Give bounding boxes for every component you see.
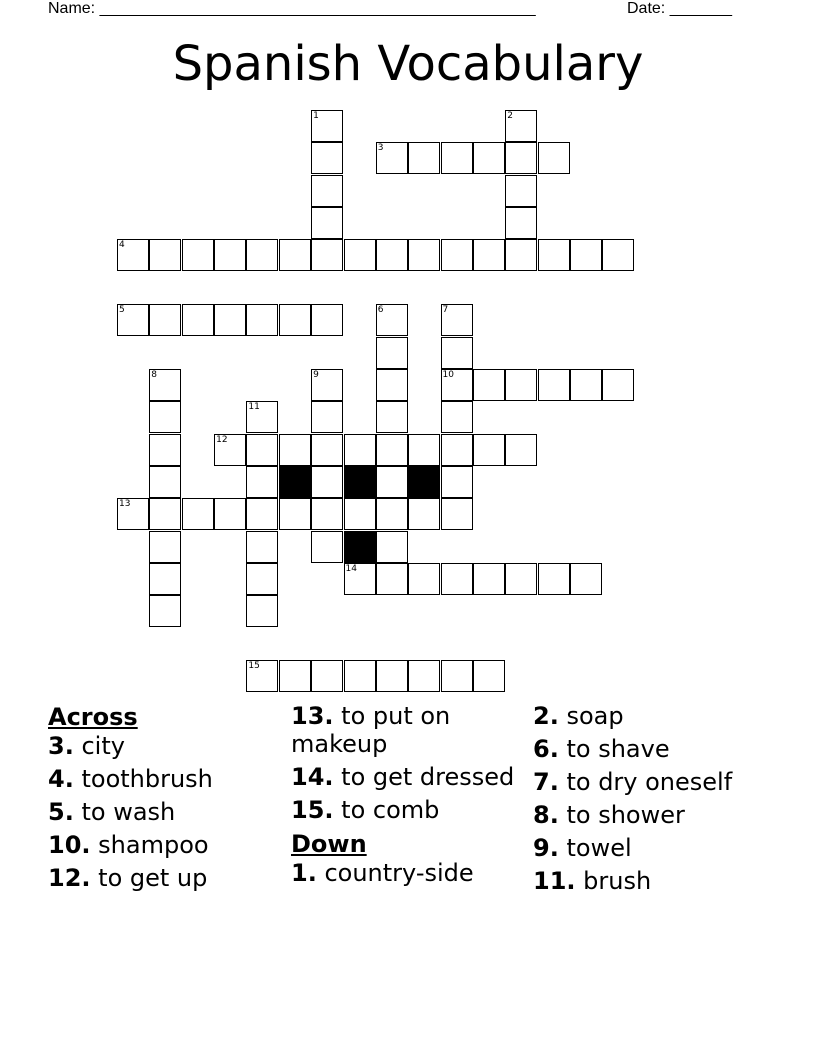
crossword-cell[interactable]	[408, 563, 440, 595]
clue-number: 14.	[291, 763, 334, 791]
clue-number-label: 14	[345, 563, 357, 574]
clue-number-label: 15	[248, 661, 260, 671]
crossword-cell[interactable]	[311, 142, 343, 174]
crossword-cell[interactable]	[246, 531, 278, 563]
crossword-cell[interactable]	[117, 239, 149, 271]
clue-number: 5.	[48, 798, 74, 826]
crossword-cell[interactable]	[505, 175, 537, 207]
clue-down-11	[533, 867, 773, 895]
crossword-cell[interactable]	[473, 563, 505, 595]
crossword-cell[interactable]	[505, 142, 537, 174]
crossword-cell[interactable]	[441, 660, 473, 692]
crossword-cell[interactable]	[570, 369, 602, 401]
crossword-cell[interactable]	[441, 369, 473, 401]
crossword-cell[interactable]	[376, 369, 408, 401]
crossword-cell[interactable]	[408, 660, 440, 692]
crossword-cell[interactable]	[246, 401, 278, 433]
clue-down-1	[291, 859, 523, 887]
clue-text: soap	[566, 702, 624, 730]
crossword-cell[interactable]	[279, 304, 311, 336]
crossword-cell[interactable]	[311, 498, 343, 530]
crossword-cell[interactable]	[505, 110, 537, 142]
crossword-cell[interactable]	[538, 239, 570, 271]
crossword-cell[interactable]	[311, 434, 343, 466]
crossword-cell[interactable]	[441, 337, 473, 369]
crossword-cell[interactable]	[602, 239, 634, 271]
crossword-cell[interactable]	[311, 304, 343, 336]
crossword-cell[interactable]	[441, 563, 473, 595]
clue-text: brush	[583, 867, 652, 895]
clue-number-label: 6	[377, 305, 384, 316]
clues-column-3	[533, 702, 773, 900]
clue-down-2	[533, 702, 773, 730]
crossword-cell[interactable]	[376, 563, 408, 595]
clues-column-2	[291, 702, 523, 892]
clue-number: 7.	[533, 768, 559, 796]
clue-number: 10.	[48, 831, 91, 859]
clue-number-label: 4	[119, 240, 125, 251]
clue-number: 12.	[48, 864, 91, 892]
crossword-cell[interactable]	[246, 563, 278, 595]
crossword-cell[interactable]	[182, 498, 214, 530]
crossword-cell[interactable]	[602, 369, 634, 401]
clue-text: to get up	[98, 864, 208, 892]
crossword-cell[interactable]	[246, 595, 278, 627]
crossword-cell[interactable]	[376, 531, 408, 563]
crossword-cell[interactable]	[441, 498, 473, 530]
clue-text: to wash	[81, 798, 176, 826]
crossword-cell[interactable]	[376, 401, 408, 433]
clue-number-label: 1	[313, 111, 319, 121]
crossword-cell[interactable]	[505, 563, 537, 595]
clue-number-label: 13	[119, 499, 131, 510]
crossword-cell[interactable]	[344, 660, 376, 692]
crossword-cell[interactable]	[117, 498, 149, 530]
crossword-cell[interactable]	[408, 142, 440, 174]
down-heading: Down	[291, 830, 367, 858]
clue-number: 15.	[291, 796, 334, 824]
crossword-cell[interactable]	[344, 498, 376, 530]
crossword-cell[interactable]	[311, 466, 343, 498]
crossword-cell[interactable]	[311, 401, 343, 433]
crossword-cell[interactable]	[538, 142, 570, 174]
crossword-cell[interactable]	[311, 175, 343, 207]
clue-text: to dry oneself	[566, 768, 733, 796]
crossword-cell[interactable]	[246, 466, 278, 498]
crossword-cell[interactable]	[149, 434, 181, 466]
crossword-cell[interactable]	[246, 498, 278, 530]
clue-number-label: 8	[151, 369, 158, 380]
crossword-cell[interactable]	[344, 563, 376, 595]
crossword-cell[interactable]	[149, 239, 181, 271]
crossword-cell[interactable]	[149, 401, 181, 433]
crossword-cell[interactable]	[473, 434, 505, 466]
clue-across-15	[291, 796, 523, 824]
clue-text: to get dressed	[341, 763, 515, 791]
clue-across-3	[48, 732, 278, 760]
crossword-cell[interactable]	[246, 239, 278, 271]
crossword-cell[interactable]	[538, 563, 570, 595]
crossword-cell[interactable]	[408, 239, 440, 271]
crossword-cell[interactable]	[311, 207, 343, 239]
crossword-cell[interactable]	[246, 660, 278, 692]
crossword-cell[interactable]	[538, 369, 570, 401]
crossword-cell[interactable]	[279, 434, 311, 466]
crossword-cell[interactable]	[182, 239, 214, 271]
crossword-cell[interactable]	[441, 142, 473, 174]
crossword-cell[interactable]	[149, 563, 181, 595]
clue-number-label: 11	[248, 402, 260, 413]
clue-text: to put on makeup	[291, 702, 451, 758]
crossword-cell[interactable]	[149, 304, 181, 336]
crossword-cell[interactable]	[344, 434, 376, 466]
crossword-cell[interactable]	[311, 239, 343, 271]
clue-number-label: 10	[442, 369, 454, 380]
clue-text: city	[81, 732, 125, 760]
clue-number: 6.	[533, 735, 559, 763]
crossword-cell[interactable]	[376, 498, 408, 530]
clue-across-5	[48, 798, 278, 826]
crossword-cell[interactable]	[376, 337, 408, 369]
date-field-label[interactable]: Date: _______	[627, 0, 732, 17]
clue-number: 1.	[291, 859, 317, 887]
clue-text: to shower	[566, 801, 685, 829]
crossword-cell[interactable]	[505, 239, 537, 271]
crossword-cell[interactable]	[149, 466, 181, 498]
crossword-cell[interactable]	[214, 304, 246, 336]
crossword-cell[interactable]	[473, 239, 505, 271]
clue-text: towel	[566, 834, 632, 862]
crossword-cell[interactable]	[149, 531, 181, 563]
clue-number: 3.	[48, 732, 74, 760]
clue-number-label: 7	[442, 305, 449, 316]
clue-across-14	[291, 763, 523, 791]
clue-across-12	[48, 864, 278, 892]
clue-text: to comb	[341, 796, 440, 824]
crossword-cell[interactable]	[311, 110, 343, 142]
crossword-cell[interactable]	[149, 498, 181, 530]
clue-across-4	[48, 765, 278, 793]
crossword-cell[interactable]	[279, 239, 311, 271]
clue-number-label: 2	[507, 111, 513, 121]
name-field-label[interactable]: Name: _________________________________________________	[48, 0, 536, 17]
crossword-cell[interactable]	[376, 304, 408, 336]
clue-down-9	[533, 834, 773, 862]
crossword-cell[interactable]	[473, 660, 505, 692]
crossword-cell[interactable]	[376, 142, 408, 174]
crossword-cell[interactable]	[117, 304, 149, 336]
crossword-cell[interactable]	[408, 498, 440, 530]
across-heading: Across	[48, 703, 138, 731]
clue-number-label: 3	[377, 143, 384, 154]
black-square	[344, 466, 376, 498]
crossword-cell[interactable]	[182, 304, 214, 336]
clue-down-7	[533, 768, 773, 796]
crossword-cell[interactable]	[149, 369, 181, 401]
clue-down-8	[533, 801, 773, 829]
clue-across-13	[291, 702, 523, 758]
crossword-cell[interactable]	[441, 466, 473, 498]
clue-text: country-side	[324, 859, 474, 887]
crossword-cell[interactable]	[505, 369, 537, 401]
black-square	[344, 531, 376, 563]
crossword-cell[interactable]	[214, 239, 246, 271]
crossword-cell[interactable]	[279, 498, 311, 530]
crossword-cell[interactable]	[441, 401, 473, 433]
clues-column-1	[48, 702, 278, 897]
crossword-cell[interactable]	[344, 239, 376, 271]
crossword-cell[interactable]	[570, 239, 602, 271]
clue-text: shampoo	[98, 831, 209, 859]
crossword-cell[interactable]	[311, 660, 343, 692]
crossword-cell[interactable]	[408, 434, 440, 466]
crossword-cell[interactable]	[376, 660, 408, 692]
clue-number: 11.	[533, 867, 576, 895]
crossword-cell[interactable]	[279, 660, 311, 692]
crossword-cell[interactable]	[214, 434, 246, 466]
crossword-cell[interactable]	[473, 142, 505, 174]
black-square	[408, 466, 440, 498]
clue-number: 2.	[533, 702, 559, 730]
clue-number: 9.	[533, 834, 559, 862]
clue-text: to shave	[566, 735, 670, 763]
clue-text: toothbrush	[81, 765, 213, 793]
clue-number-label: 12	[216, 434, 228, 445]
crossword-cell[interactable]	[505, 434, 537, 466]
crossword-cell[interactable]	[505, 207, 537, 239]
clue-number: 4.	[48, 765, 74, 793]
crossword-cell[interactable]	[441, 304, 473, 336]
crossword-cell[interactable]	[149, 595, 181, 627]
page-title: Spanish Vocabulary	[172, 36, 644, 92]
crossword-cell[interactable]	[441, 239, 473, 271]
crossword-cell[interactable]	[311, 369, 343, 401]
crossword-cell[interactable]	[441, 434, 473, 466]
crossword-cell[interactable]	[214, 498, 246, 530]
crossword-cell[interactable]	[473, 369, 505, 401]
clue-number: 8.	[533, 801, 559, 829]
crossword-cell[interactable]	[570, 563, 602, 595]
crossword-cell[interactable]	[246, 434, 278, 466]
crossword-cell[interactable]	[376, 466, 408, 498]
black-square	[279, 466, 311, 498]
clue-across-10	[48, 831, 278, 859]
clue-down-6	[533, 735, 773, 763]
crossword-cell[interactable]	[246, 304, 278, 336]
crossword-cell[interactable]	[311, 531, 343, 563]
clue-number-label: 5	[119, 305, 125, 316]
crossword-cell[interactable]	[376, 239, 408, 271]
clue-number: 13.	[291, 702, 334, 730]
crossword-cell[interactable]	[376, 434, 408, 466]
clue-number-label: 9	[313, 369, 319, 380]
